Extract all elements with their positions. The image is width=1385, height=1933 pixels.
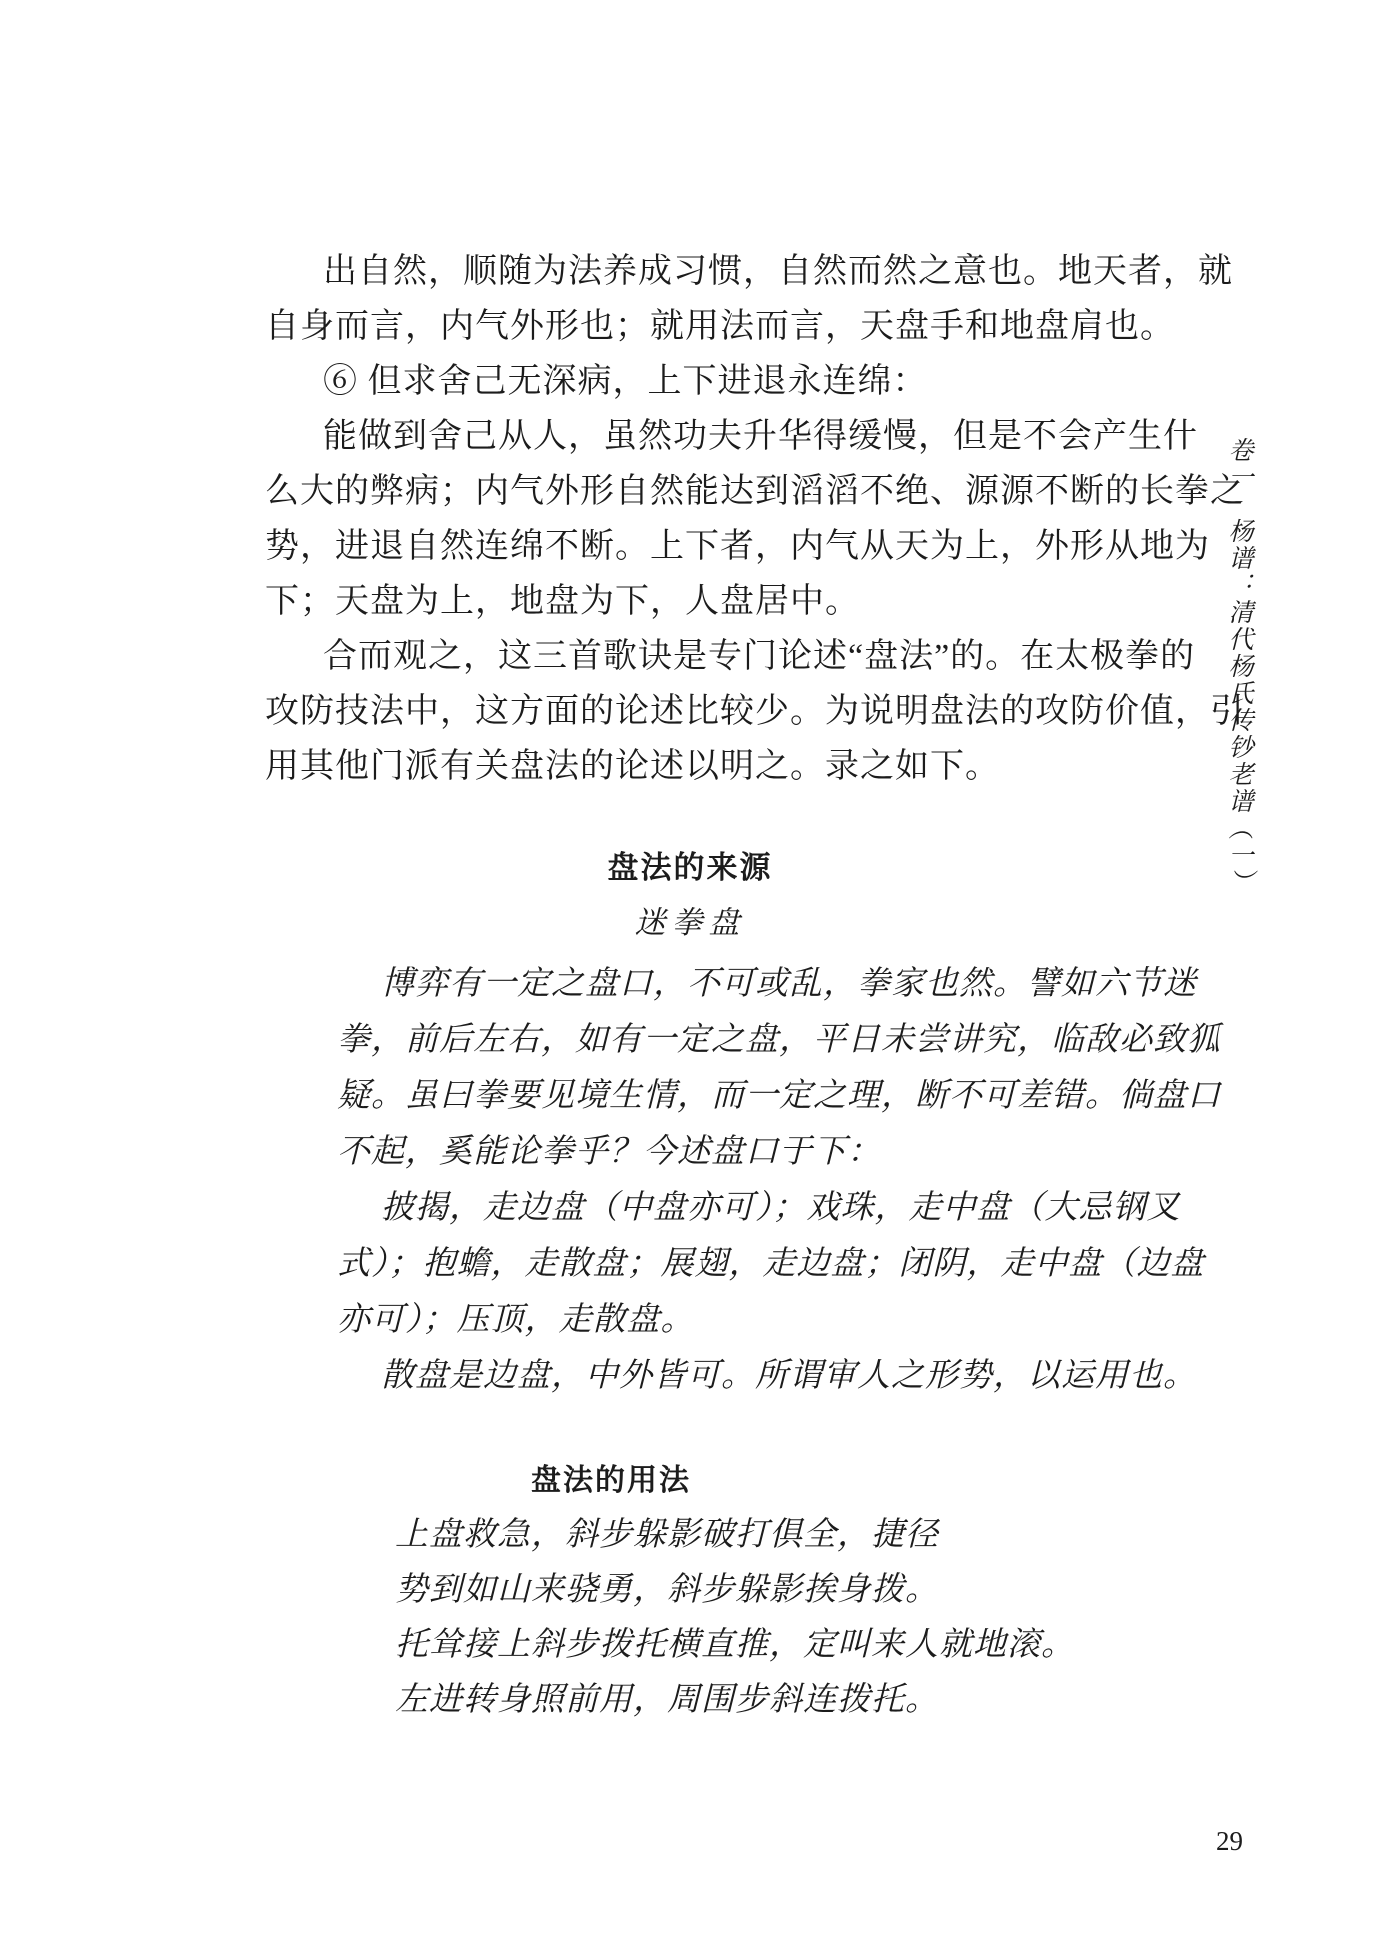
- margin-chapter-caption: 卷一 杨谱：清代杨氏传钞老谱（一）: [1225, 437, 1252, 896]
- body-text-line: 出自然，顺随为法养成习惯，自然而然之意也。地天者，就: [323, 253, 1233, 290]
- verse-text-line: 势到如山来骁勇，斜步躲影挨身拨。: [395, 1572, 939, 1608]
- quote-text-line: 拳，前后左右，如有一定之盘，平日未尝讲究，临敌必致狐: [337, 1022, 1221, 1058]
- quotation-block: [337, 956, 1221, 1404]
- quote-text-line: 散盘是边盘，中外皆可。所谓审人之形势，以运用也。: [381, 1358, 1197, 1394]
- numbered-item-line: ⑥ 但求舍己无深病，上下进退永连绵：: [323, 363, 928, 400]
- quote-text-line: 亦可）；压顶，走散盘。: [337, 1302, 695, 1338]
- body-text-line: 合而观之，这三首歌诀是专门论述“盘法”的。在太极拳的: [323, 638, 1196, 675]
- quote-text-line: 披揭，走边盘（中盘亦可）；戏珠，走中盘（大忌钢叉: [381, 1190, 1181, 1226]
- quote-text-line: 式）；抱蟾，走散盘；展翅，走边盘；闭阴，走中盘（边盘: [337, 1246, 1205, 1282]
- section-heading-usage: 盘法的用法: [531, 1464, 691, 1497]
- verse-text-line: 左进转身照前用，周围步斜连拨托。: [395, 1682, 939, 1718]
- body-text-line: 用其他门派有关盘法的论述以明之。录之如下。: [265, 748, 1000, 785]
- verse-text-line: 托耸接上斜步拨托横直推，定叫来人就地滚。: [395, 1627, 1075, 1663]
- body-text-line: 下；天盘为上，地盘为下，人盘居中。: [265, 583, 860, 620]
- page-number: 29: [1216, 1826, 1243, 1856]
- body-text-line: 攻防技法中，这方面的论述比较少。为说明盘法的攻防价值，引: [265, 693, 1245, 730]
- section-heading-source: 盘法的来源: [607, 850, 773, 885]
- subsection-heading-miquanpan: 迷拳盘: [634, 905, 746, 940]
- body-text-line: 能做到舍己从人，虽然功夫升华得缓慢，但是不会产生什: [323, 418, 1198, 455]
- quote-text-line: 疑。虽曰拳要见境生情，而一定之理，断不可差错。倘盘口: [337, 1078, 1221, 1114]
- quote-text-line: 不起，奚能论拳乎？今述盘口于下：: [337, 1134, 881, 1170]
- verse-block: [395, 1508, 1115, 1728]
- quote-text-line: 博弈有一定之盘口，不可或乱，拳家也然。譬如六节迷: [381, 966, 1197, 1002]
- body-text-line: 么大的弊病；内气外形自然能达到滔滔不绝、源源不断的长拳之: [265, 473, 1245, 510]
- body-text-line: 势，进退自然连绵不断。上下者，内气从天为上，外形从地为: [265, 528, 1210, 565]
- verse-text-line: 上盘救急，斜步躲影破打俱全，捷径: [395, 1517, 939, 1553]
- body-text-line: 自身而言，内气外形也；就用法而言，天盘手和地盘肩也。: [265, 308, 1175, 345]
